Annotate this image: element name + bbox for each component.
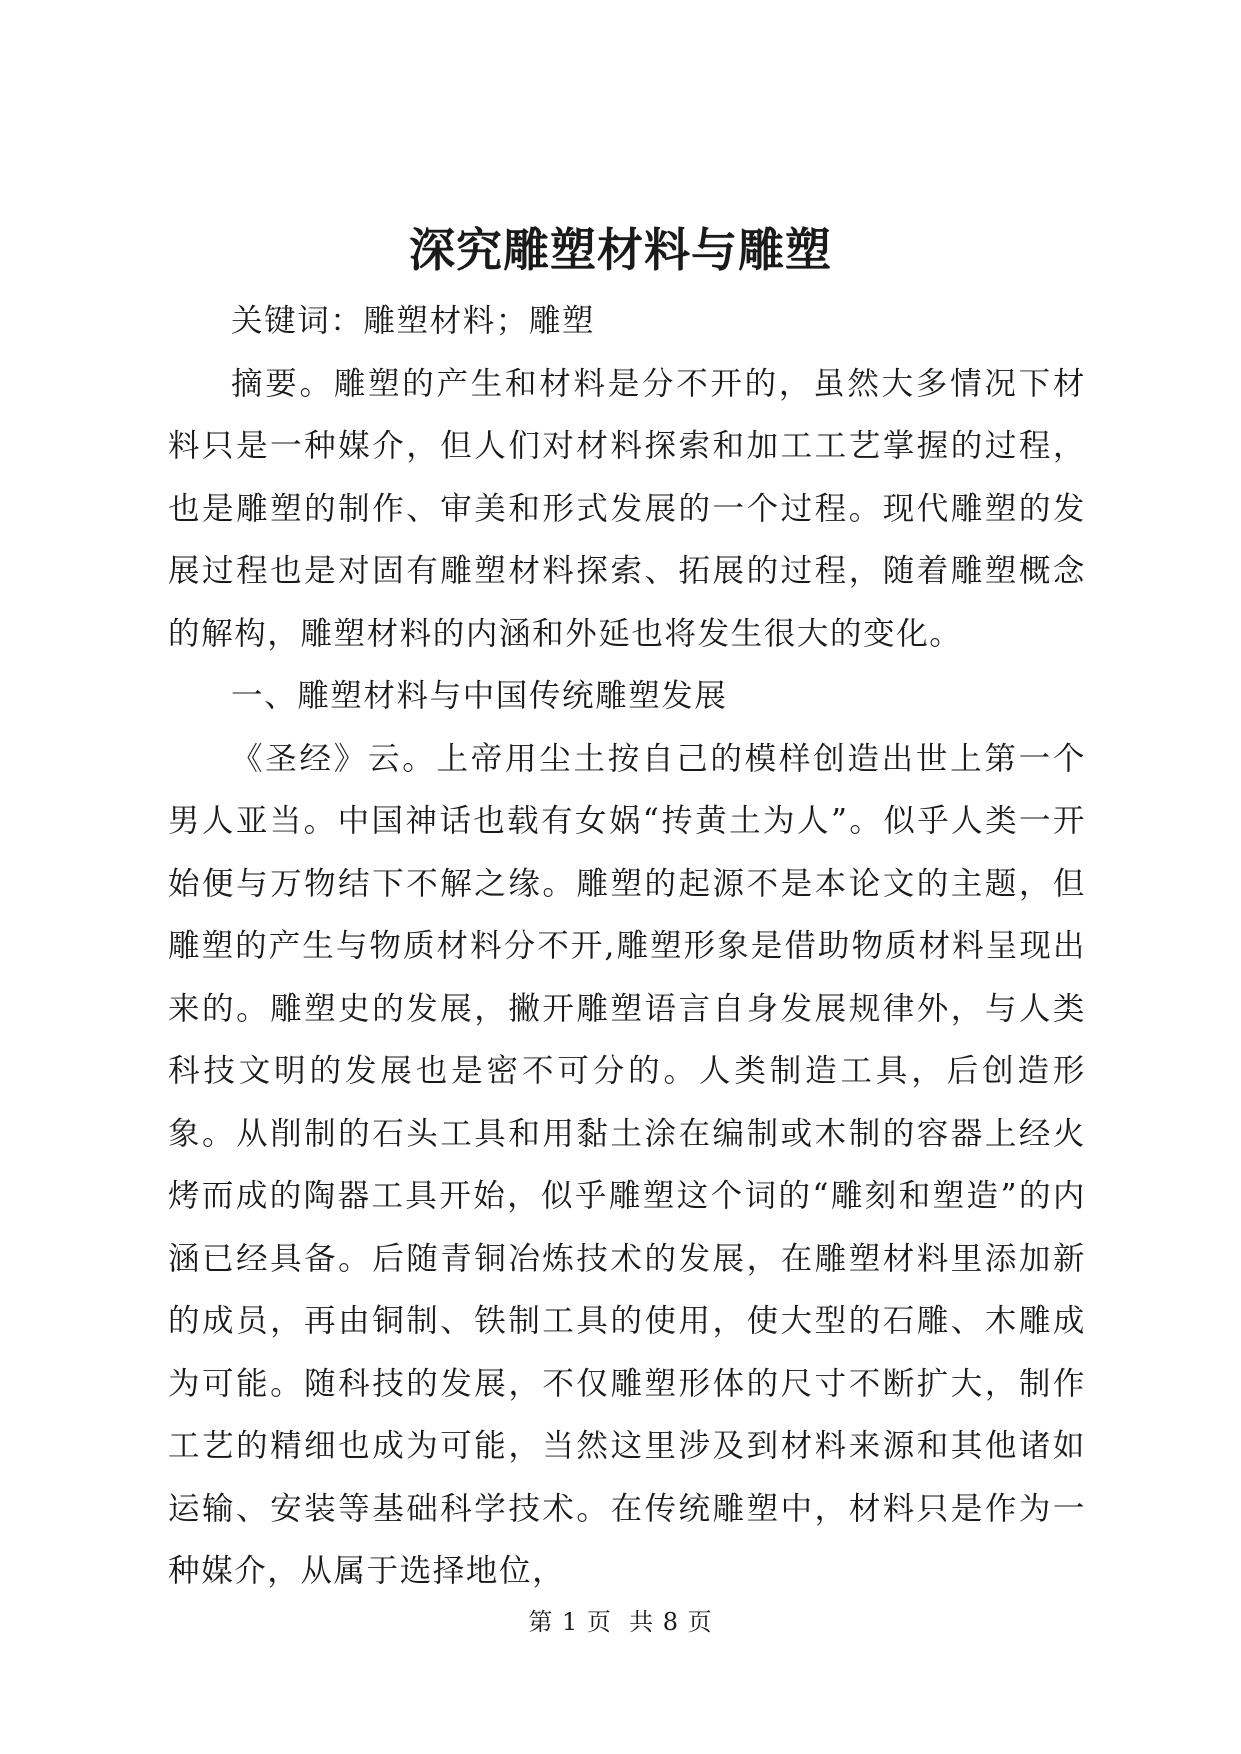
document-body: [168, 290, 1086, 1603]
document-title: 深究雕塑材料与雕塑: [409, 223, 832, 277]
body-paragraph: 《圣经》云。上帝用尘土按自己的模样创造出世上第一个男人亚当。中国神话也载有女娲“抟黄土为人”。似乎人类一开始便与万物结下不解之缘。雕塑的起源不是本论文的主题，但雕塑的产生与物质材料分不开,雕塑形象是借助物质材料呈现出来的。雕塑史的发展，撇开雕塑语言自身发展规律外，与人类科技文明的发展也是密不可分的。人类制造工具，后创造形象。从削制的石头工具和用黏土涂在编制或木制的容器上经火烤而成的陶器工具开始，似乎雕塑这个词的“雕刻和塑造”的内涵已经具备。后随青铜冶炼技术的发展，在雕塑材料里添加新的成员，再由铜制、铁制工具的使用，使大型的石雕、木雕成为可能。随科技的发展，不仅雕塑形体的尺寸不断扩大，制作工艺的精细也成为可能，当然这里涉及到材料来源和其他诸如运输、安装等基础科学技术。在传统雕塑中，材料只是作为一种媒介，从属于选择地位，: [168, 740, 1086, 1589]
page-number-label: 第 1 页 共 8 页: [528, 1608, 713, 1636]
keywords-paragraph: 关键词：雕塑材料；雕塑: [231, 303, 596, 339]
section-heading: 一、雕塑材料与中国传统雕塑发展: [231, 678, 728, 714]
abstract-paragraph: 摘要。雕塑的产生和材料是分不开的，虽然大多情况下材料只是一种媒介，但人们对材料探索和加工工艺掌握的过程，也是雕塑的制作、审美和形式发展的一个过程。现代雕塑的发展过程也是对固有雕塑材料探索、拓展的过程，随着雕塑概念的解构，雕塑材料的内涵和外延也将发生很大的变化。: [168, 365, 1086, 652]
page-number-footer: [0, 1607, 1241, 1637]
